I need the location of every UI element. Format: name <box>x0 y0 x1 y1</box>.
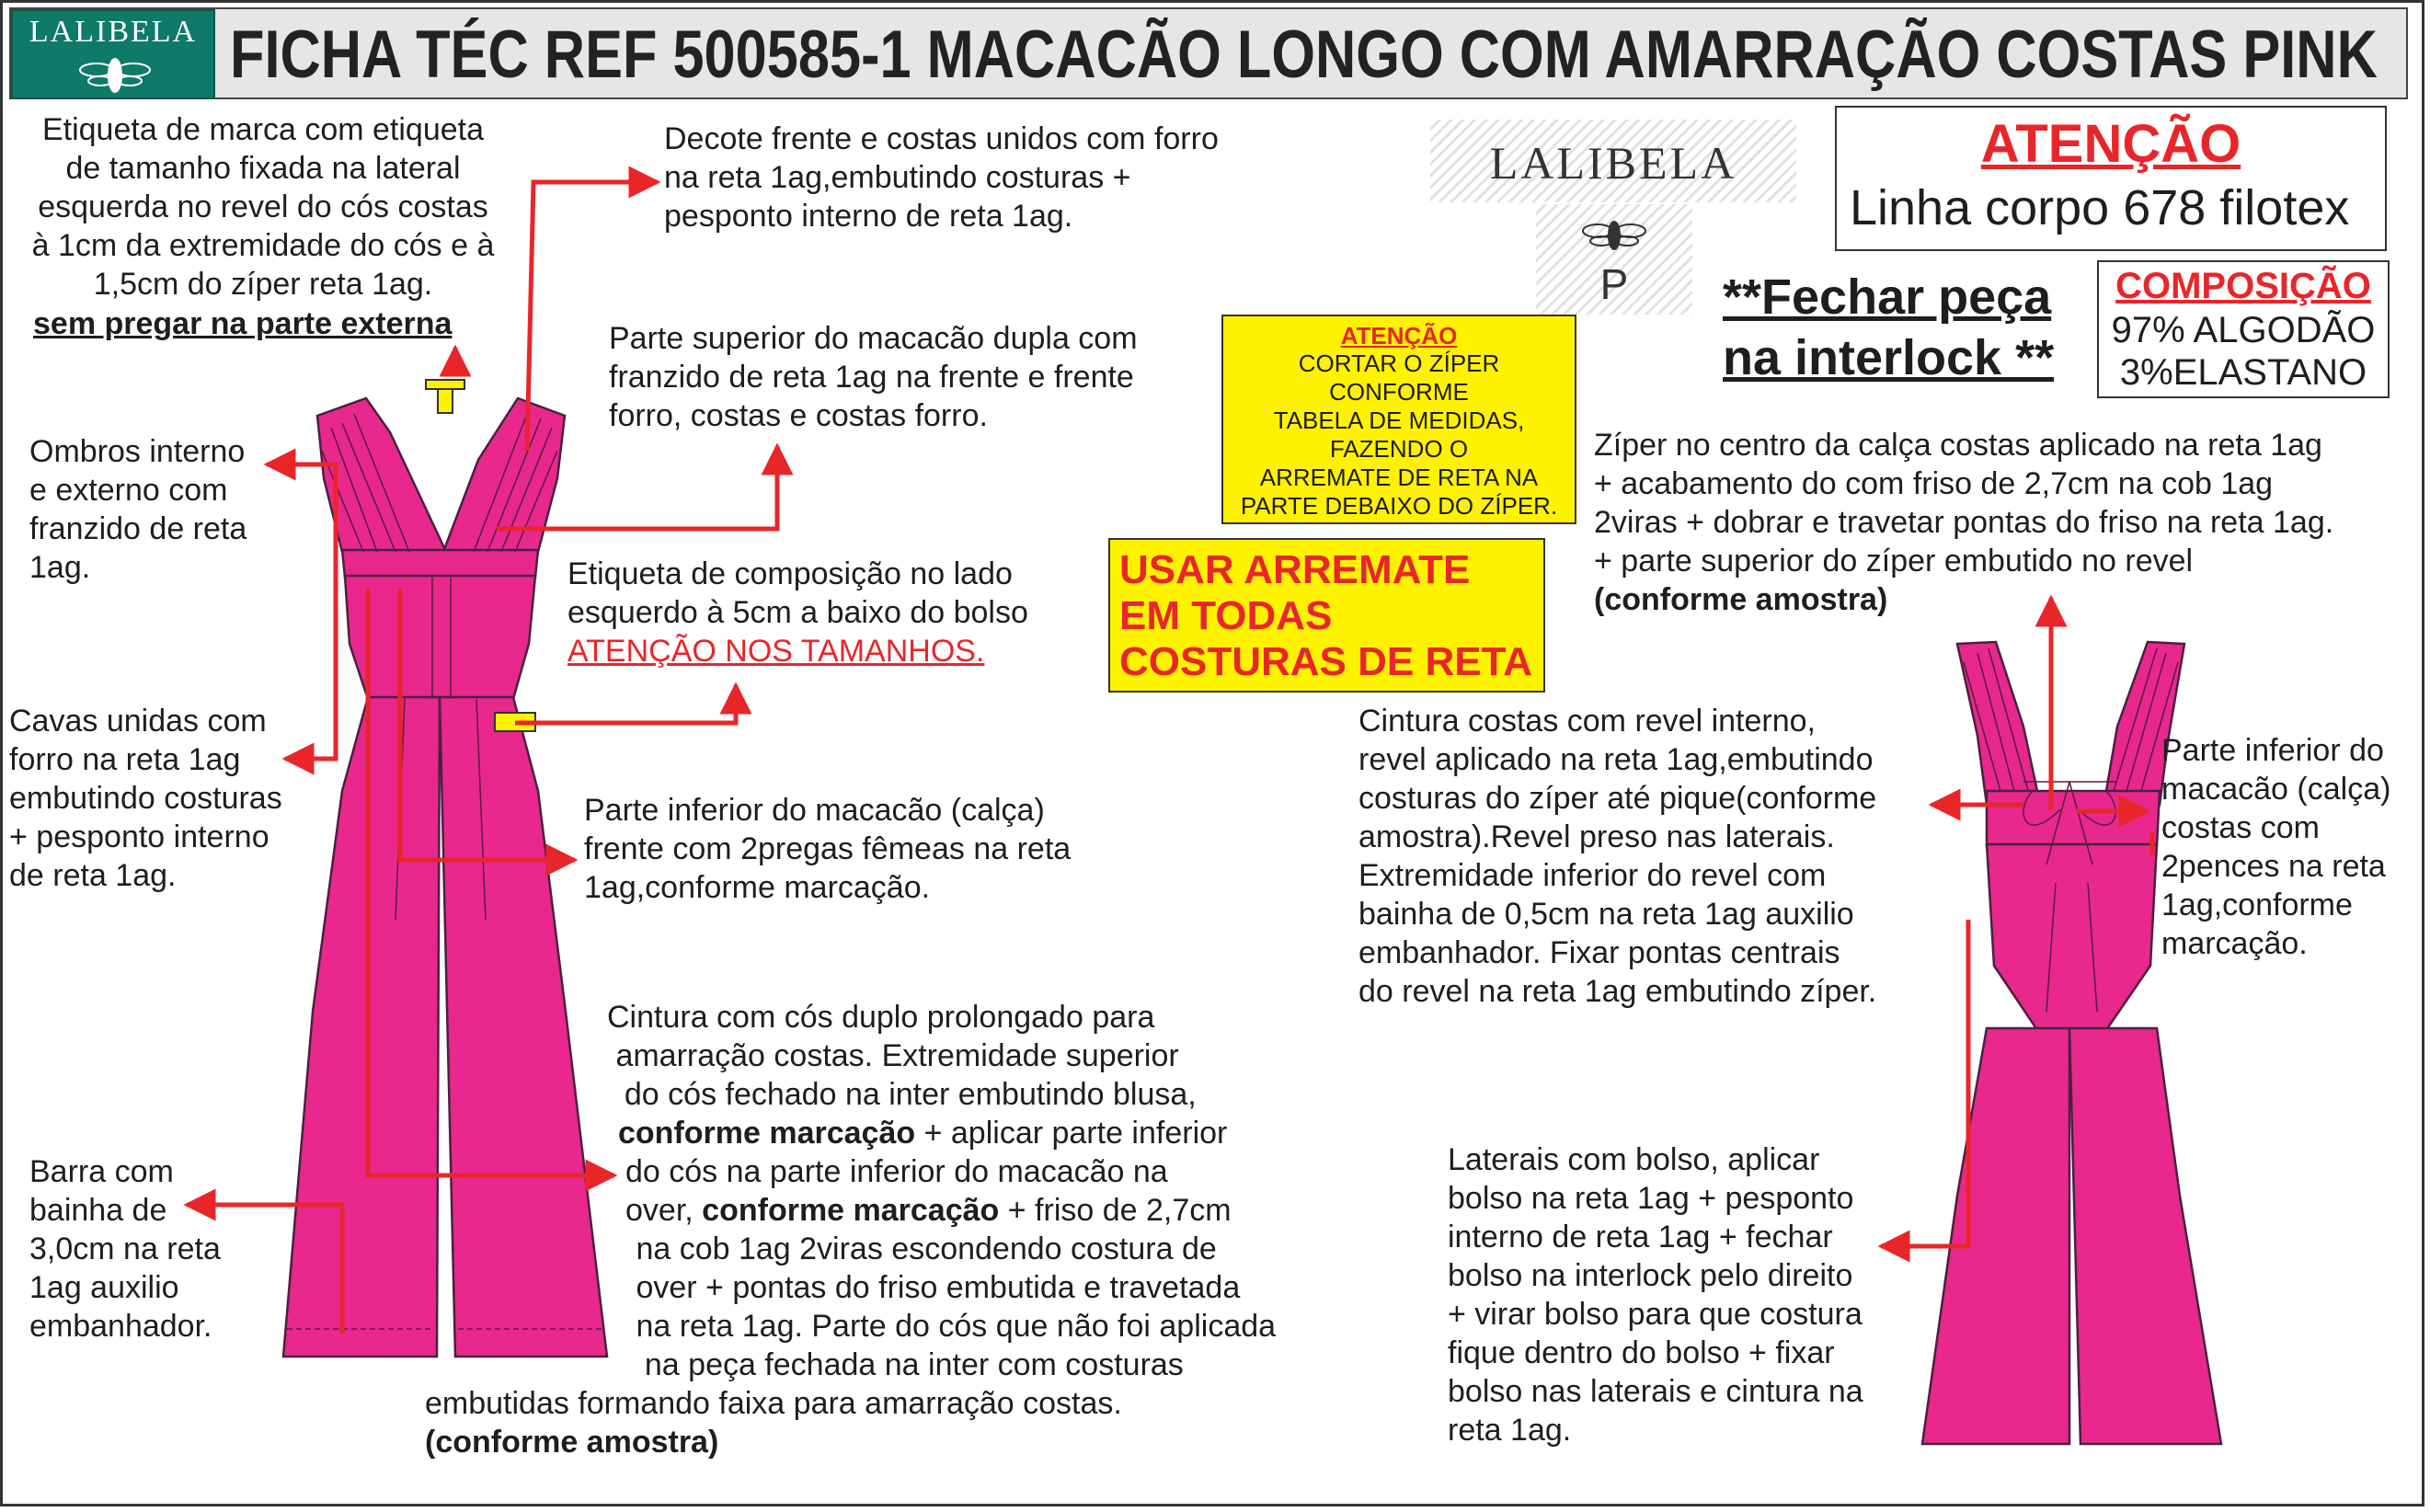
note-side-pockets: Laterais com bolso, aplicar bolso na reta 1ag + pesponto interno de reta 1ag + fechar bolso na interlock pelo direito + virar bolso para que costura fique dentro do bolso + fixar bolso nas laterais e cintura na reta 1ag. <box>1448 1142 1863 1448</box>
note-waist-4: over, <box>625 1193 703 1228</box>
note-upper-part: Parte superior do macacão dupla com franzido de reta 1ag na frente e frente forro, costas e costas forro. <box>609 321 1138 433</box>
note-waist-line-4 <box>618 1114 1227 1152</box>
note-waist-bold-1: conforme marcação <box>618 1116 916 1151</box>
front-jumpsuit <box>283 398 607 1357</box>
note-waist-bold-2: conforme marcação <box>702 1193 1000 1228</box>
composition-box <box>2097 260 2390 398</box>
label-tag-graphic <box>1430 120 1796 202</box>
composition-title: COMPOSIÇÃO <box>2115 266 2371 306</box>
note-waist-6: na cob 1ag 2viras escondendo costura de over + pontas do friso embutida e travetada na reta 1ag. Parte do cós que não foi aplicada na peça fechada na inter com costuras <box>636 1231 1277 1382</box>
note-lower-back: Parte inferior do macacão (calça) costas com 2pences na reta 1ag,conforme marcação. <box>2161 733 2391 961</box>
note-waist-7: embutidas formando faixa para amarração costas. <box>425 1386 1122 1421</box>
note-zipper-bold: (conforme amostra) <box>1594 582 1888 617</box>
note-waist-1: Cintura com cós duplo prolongado para amarração costas. Extremidade superior do cós fechado na inter embutindo blusa, <box>607 1000 1197 1112</box>
note-neckline: Decote frente e costas unidos com forro na reta 1ag,embutindo costuras + pesponto interno de reta 1ag. <box>664 121 1219 234</box>
attention-thread-title: ATENÇÃO <box>1980 114 2241 174</box>
close-garment-note: **Fechar peça na interlock ** <box>1723 269 2055 385</box>
attention-thread-text: Linha corpo 678 filotex <box>1850 180 2350 235</box>
label-tag-size: P <box>1599 260 1629 308</box>
label-tag-brand: LALIBELA <box>1489 137 1737 189</box>
note-composition-label-emphasis: ATENÇÃO NOS TAMANHOS. <box>567 634 985 669</box>
page-title: FICHA TÉC REF 500585-1 MACACÃO LONGO COM AMARRAÇÃO COSTAS PINK <box>230 17 2378 92</box>
brand-label-tag <box>426 380 464 389</box>
attention-zipper-text: CORTAR O ZÍPER CONFORME TABELA DE MEDIDAS, FAZENDO O ARREMATE DE RETA NA PARTE DEBAIXO DO ZÍPER. <box>1240 349 1558 520</box>
note-waist-line-6 <box>625 1191 1232 1230</box>
note-waist-2: + aplicar parte inferior <box>915 1116 1228 1151</box>
use-backtack-text: USAR ARREMATE EM TODAS COSTURAS DE RETA <box>1119 547 1532 684</box>
note-composition-label: Etiqueta de composição no lado esquerdo à 5cm a baixo do bolso <box>567 556 1028 630</box>
note-waist-bold-3: (conforme amostra) <box>425 1425 719 1460</box>
use-backtack-box <box>1108 538 1545 693</box>
attention-zipper-title: ATENÇÃO <box>1340 322 1458 349</box>
note-shoulders: Ombros interno e externo com franzido de reta 1ag. <box>29 434 247 585</box>
note-zipper: Zíper no centro da calça costas aplicado na reta 1ag + acabamento do com friso de 2,7cm na cob 1ag 2viras + dobrar e travetar pontas do friso na reta 1ag. + parte superior do zíper embutido no revel <box>1594 428 2334 578</box>
bee-icon <box>1580 212 1648 258</box>
composition-line-1: 97% ALGODÃO <box>2111 310 2376 350</box>
note-brand-label-emphasis: sem pregar na parte externa <box>33 306 453 341</box>
label-tag-size-panel <box>1536 204 1692 315</box>
note-waist-3: do cós na parte inferior do macacão na <box>625 1154 1168 1189</box>
brand-logo-text: LALIBELA <box>29 15 198 49</box>
attention-zipper-box <box>1221 315 1576 524</box>
note-brand-label: Etiqueta de marca com etiqueta de tamanho fixada na lateral esquerda no revel do cós costas à 1cm da extremidade do cós e à 1,5cm do zíper reta 1ag. <box>31 112 495 302</box>
note-waist-5: + friso de 2,7cm <box>999 1193 1232 1228</box>
note-hem: Barra com bainha de 3,0cm na reta 1ag auxilio embanhador. <box>29 1154 221 1344</box>
composition-line-2: 3%ELASTANO <box>2119 352 2367 393</box>
note-lower-front: Parte inferior do macacão (calça) frente com 2pregas fêmeas na reta 1ag,conforme marcação. <box>584 793 1072 905</box>
attention-thread-box <box>1835 106 2387 251</box>
note-back-waist: Cintura costas com revel interno, revel aplicado na reta 1ag,embutindo costuras do zíper até pique(conforme amostra).Revel preso nas laterais. Extremidade inferior do revel com bainha de 0,5cm na reta 1ag auxilio embanhador. Fixar pontas centrais do revel na reta 1ag embutindo zíper. <box>1358 704 1877 1009</box>
note-armholes: Cavas unidas com forro na reta 1ag embutindo costuras + pesponto interno de reta 1ag. <box>9 704 282 893</box>
